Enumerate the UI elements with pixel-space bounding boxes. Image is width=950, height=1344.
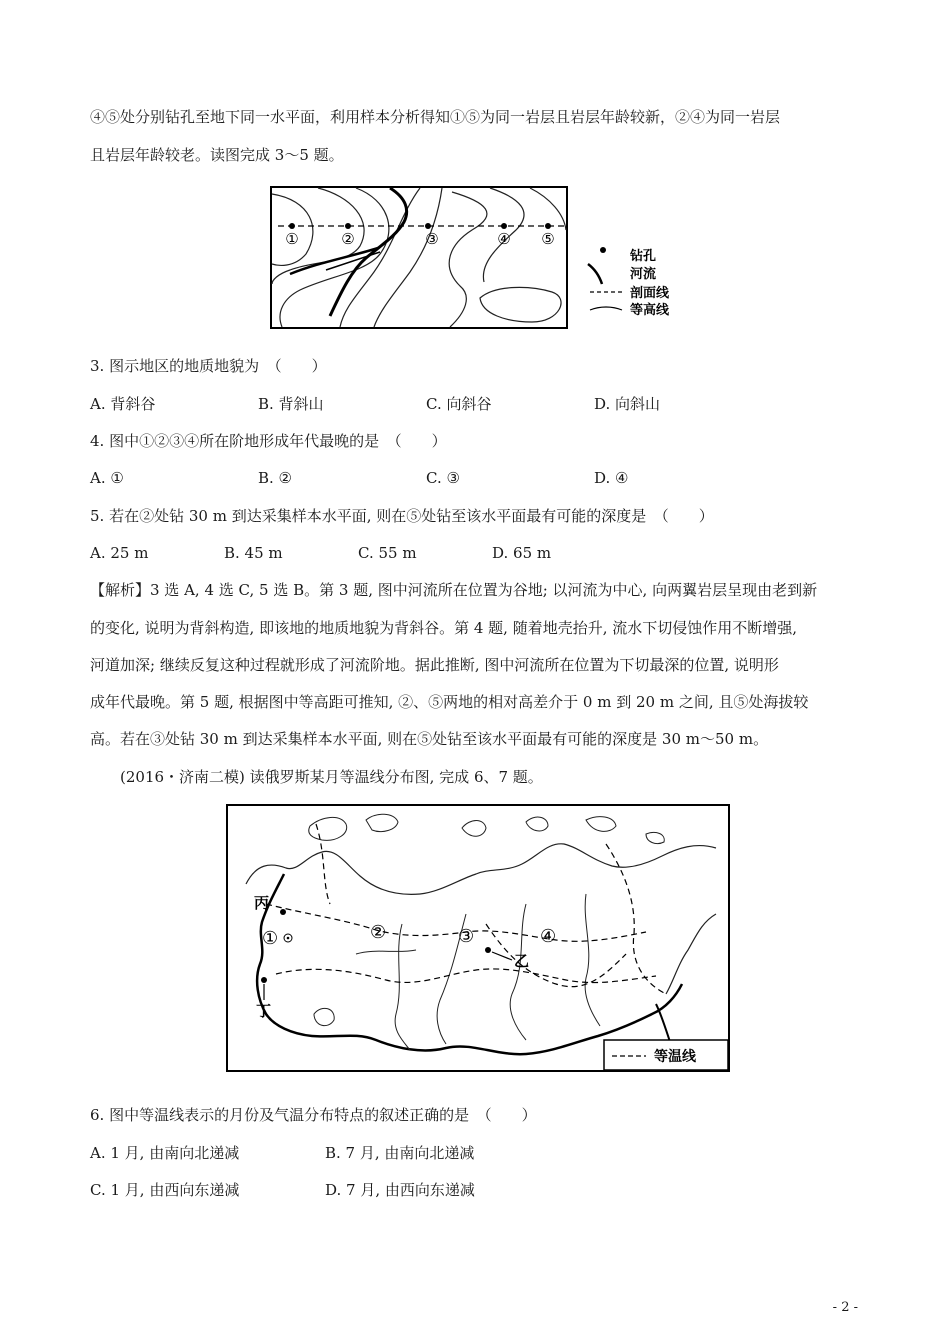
q4-option-a: A. ① [90, 469, 124, 487]
q6-option-d: D. 7 月, 由西向东递减 [325, 1181, 475, 1199]
drill-point [425, 223, 431, 229]
point-label: ① [285, 230, 299, 248]
q6-option-c: C. 1 月, 由西向东递减 [90, 1181, 240, 1199]
q5-option-d: D. 65 m [492, 544, 552, 562]
point-label: ③ [425, 230, 439, 248]
drill-point [501, 223, 507, 229]
legend-river-symbol [588, 264, 602, 284]
location-dot [261, 977, 267, 983]
map-label: ③ [458, 926, 475, 947]
intro-line-1: ④⑤处分别钻孔至地下同一水平面，利用样本分析得知①⑤为同一岩层且岩层年龄较新，②④为同一岩层 [90, 108, 781, 126]
point-label: ⑤ [541, 230, 555, 248]
q3-option-d: D. 向斜山 [594, 395, 661, 413]
drill-point [345, 223, 351, 229]
intro-line-2: 且岩层年龄较老。读图完成 3～5 题。 [90, 146, 344, 164]
location-dot [485, 947, 491, 953]
drill-point [545, 223, 551, 229]
location-dot [280, 909, 286, 915]
legend-label: 河流 [630, 267, 657, 282]
location-dot [287, 937, 290, 940]
analysis-line-4: 成年代最晚。第 5 题, 根据图中等高距可推知, ②、⑤两地的相对高差介于 0 m 到 20 m 之间, 且⑤处海拔较 [90, 693, 809, 711]
analysis-line-2: 的变化, 说明为背斜构造, 即该地的地质地貌为背斜谷。第 4 题, 随着地壳抬升, 流水下切侵蚀作用不断增强, [90, 619, 797, 637]
map-label: ① [262, 928, 279, 949]
legend-contour-symbol [590, 307, 622, 310]
drill-point [289, 223, 295, 229]
point-label: ② [341, 230, 355, 248]
map-label: 丁 [256, 1002, 272, 1020]
legend-drill-symbol [600, 247, 606, 253]
q5-option-c: C. 55 m [358, 544, 417, 562]
q4-option-b: B. ② [258, 469, 293, 487]
q4-option-d: D. ④ [594, 469, 629, 487]
map-label: 乙 [514, 952, 530, 970]
point-label: ④ [497, 230, 511, 248]
legend-label: 等温线 [654, 1049, 696, 1065]
q3-stem: 3. 图示地区的地质地貌为 （ ） [90, 357, 327, 375]
map-label: ④ [540, 926, 557, 947]
map-label: ② [370, 922, 387, 943]
q6-option-a: A. 1 月, 由南向北递减 [90, 1144, 240, 1162]
q3-option-c: C. 向斜谷 [426, 395, 492, 413]
intro-question-6-7: (2016・济南二模) 读俄罗斯某月等温线分布图, 完成 6、7 题。 [120, 768, 543, 786]
analysis-line-3: 河道加深; 继续反复这种过程就形成了河流阶地。据此推断, 图中河流所在位置为下切最深的位置, 说明形 [90, 656, 779, 674]
map-frame [227, 805, 729, 1071]
analysis-line-1: 【解析】3 选 A, 4 选 C, 5 选 B。第 3 题, 图中河流所在位置为谷地; 以河流为中心, 向两翼岩层呈现由老到新 [90, 581, 818, 599]
q6-option-b: B. 7 月, 由南向北递减 [325, 1144, 475, 1162]
analysis-line-5: 高。若在③处钻 30 m 到达采集样本水平面, 则在⑤处钻至该水平面最有可能的深度是 30 m～50 m。 [90, 730, 769, 748]
q5-option-b: B. 45 m [224, 544, 283, 562]
legend-label: 钻孔 [630, 249, 657, 264]
legend-label: 剖面线 [630, 286, 670, 301]
q3-option-a: A. 背斜谷 [90, 395, 156, 413]
q5-option-a: A. 25 m [90, 544, 149, 562]
contour-map-figure [270, 186, 700, 331]
q5-stem: 5. 若在②处钻 30 m 到达采集样本水平面, 则在⑤处钻至该水平面最有可能的深度是 （ ） [90, 507, 714, 525]
q6-stem: 6. 图中等温线表示的月份及气温分布特点的叙述正确的是 （ ） [90, 1106, 537, 1124]
russia-isotherm-map [226, 804, 730, 1072]
legend-label: 等高线 [630, 303, 670, 318]
page-number: - 2 - [832, 1300, 858, 1315]
map-label: 丙 [254, 894, 270, 912]
q3-option-b: B. 背斜山 [258, 395, 324, 413]
q4-stem: 4. 图中①②③④所在阶地形成年代最晚的是 （ ） [90, 432, 447, 450]
q4-option-c: C. ③ [426, 469, 460, 487]
